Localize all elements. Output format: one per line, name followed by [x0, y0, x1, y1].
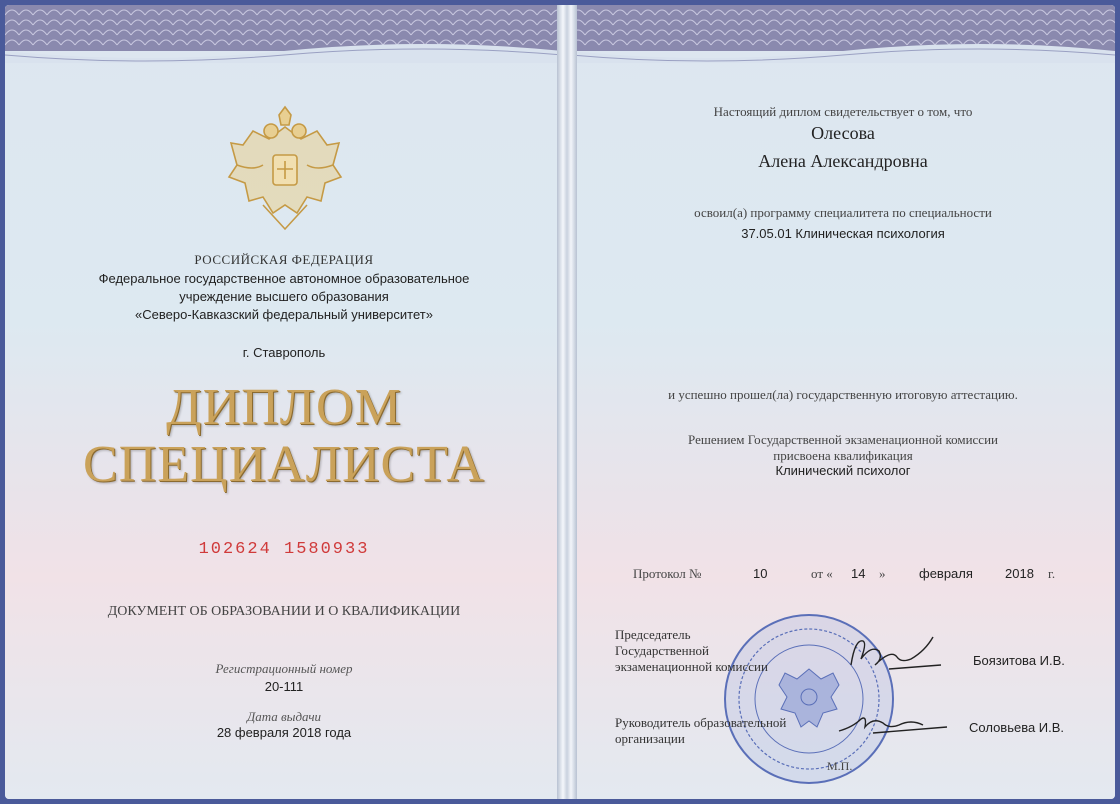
protocol-year: 2018: [1005, 566, 1034, 581]
date-open-quote: от «: [811, 566, 833, 581]
date-close-quote: »: [879, 566, 886, 581]
country-name: РОССИЙСКАЯ ФЕДЕРАЦИЯ: [194, 252, 374, 267]
institution-line-3: «Северо-Кавказский федеральный университет»: [135, 307, 433, 322]
issue-date-label: Дата выдачи: [246, 709, 322, 724]
diploma-spread: [5, 5, 1115, 799]
certifies-text: Настоящий диплом свидетельствует о том, что: [713, 104, 973, 119]
institution-line-2: учреждение высшего образования: [179, 289, 389, 304]
diploma-title-line-1: ДИПЛОМ: [166, 379, 402, 436]
head-name: Соловьева И.В.: [969, 720, 1065, 735]
specialty: 37.05.01 Клиническая психология: [741, 226, 945, 241]
chair-signature-icon: [841, 629, 951, 679]
document-type: ДОКУМЕНТ ОБ ОБРАЗОВАНИИ И О КВАЛИФИКАЦИИ: [107, 604, 461, 619]
registration-number: 20-111: [264, 679, 304, 694]
protocol-month: февраля: [919, 566, 973, 581]
diploma-title-line-2: СПЕЦИАЛИСТА: [83, 436, 485, 493]
graduate-given-names: Алена Александровна: [758, 151, 928, 171]
issue-date: 28 февраля 2018 года: [216, 725, 352, 740]
protocol-label: Протокол №: [633, 566, 702, 581]
protocol-number: 10: [753, 566, 768, 581]
institution-line-1: Федеральное государственное автономное образовательное: [98, 271, 470, 286]
head-signature-icon: [833, 705, 953, 745]
attestation-text: и успешно прошел(ла) государственную итоговую аттестацию.: [668, 387, 1018, 402]
graduate-surname: Олесова: [811, 123, 875, 143]
chair-line-1: Председатель: [615, 627, 691, 642]
decorative-band-right: [571, 5, 1115, 63]
year-suffix: г.: [1048, 566, 1056, 581]
protocol-day: 14: [851, 566, 866, 581]
left-page: [5, 5, 563, 799]
chair-line-2: Государственной: [615, 643, 710, 658]
program-text: освоил(а) программу специалитета по специальности: [694, 205, 992, 220]
decorative-band-left: [5, 5, 563, 63]
decision-line-2: присвоена квалификация: [773, 448, 913, 463]
seal-mp-label: М.П.: [827, 759, 853, 773]
serial-number: 102624 1580933: [198, 540, 370, 559]
coat-of-arms-icon: [223, 105, 347, 237]
right-page: [571, 5, 1115, 799]
decision-line-1: Решением Государственной экзаменационной комиссии: [688, 432, 998, 447]
head-line-1: Руководитель образовательной: [615, 715, 787, 730]
head-line-2: организации: [615, 731, 685, 746]
registration-label: Регистрационный номер: [215, 661, 353, 676]
city: г. Ставрополь: [242, 345, 326, 360]
chair-name: Боязитова И.В.: [973, 653, 1065, 668]
qualification: Клинический психолог: [775, 463, 911, 478]
book-spine: [557, 5, 577, 799]
chair-line-3: экзаменационной комиссии: [615, 659, 768, 674]
